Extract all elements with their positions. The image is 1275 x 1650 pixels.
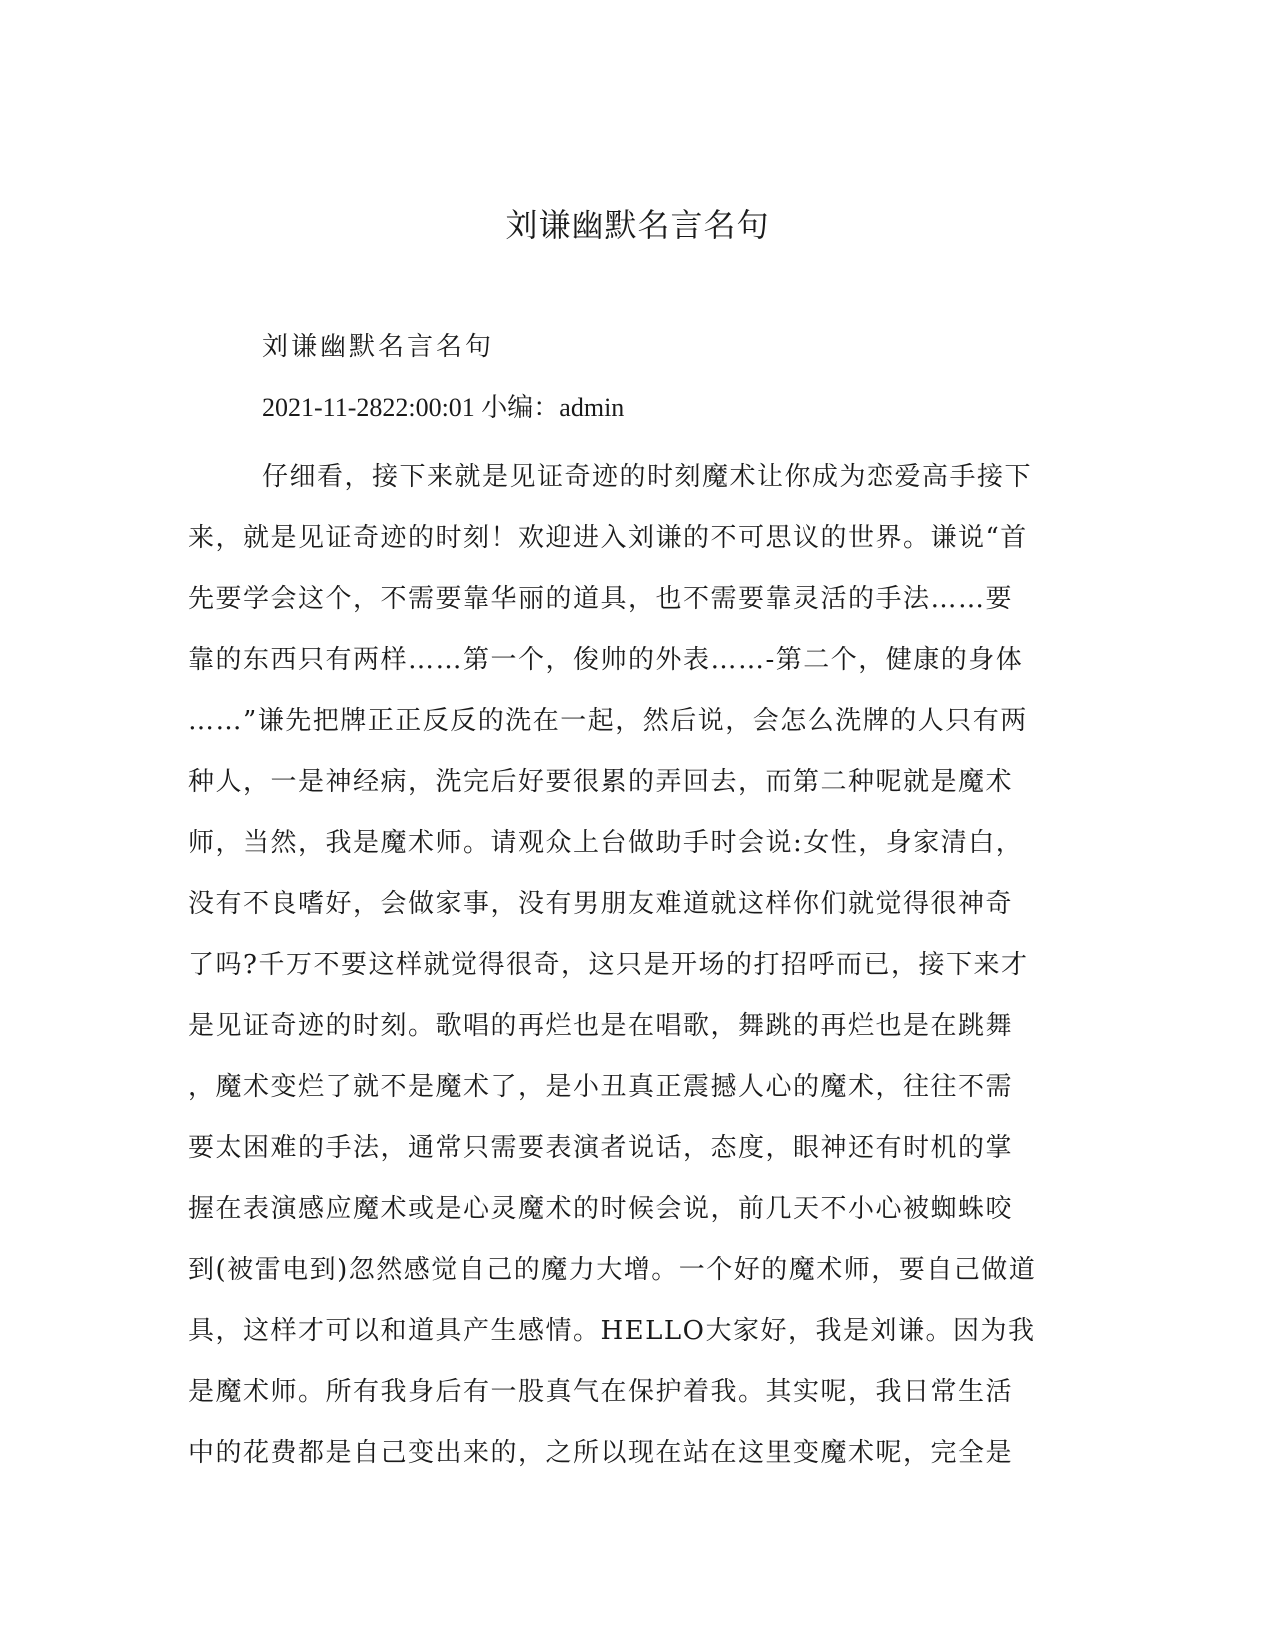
- paragraph-line: 靠的东西只有两样……第一个，俊帅的外表……-第二个，健康的身体: [188, 645, 1024, 675]
- paragraph-line: 来，就是见证奇迹的时刻！欢迎进入刘谦的不可思议的世界。谦说“首: [188, 523, 1028, 553]
- paragraph-line: 是见证奇迹的时刻。歌唱的再烂也是在唱歌，舞跳的再烂也是在跳舞: [188, 1011, 1014, 1041]
- paragraph-line: 师，当然，我是魔术师。请观众上台做助手时会说:女性，身家清白，: [188, 828, 1024, 858]
- paragraph-line: 是魔术师。所有我身后有一股真气在保护着我。其实呢，我日常生活: [188, 1377, 1014, 1407]
- paragraph-line: 没有不良嗜好，会做家事，没有男朋友难道就这样你们就觉得很神奇: [188, 889, 1014, 919]
- paragraph-line: 中的花费都是自己变出来的，之所以现在站在这里变魔术呢，完全是: [188, 1438, 1014, 1468]
- article-subtitle: 刘谦幽默名言名句: [262, 332, 495, 362]
- paragraph-line: 了吗?千万不要这样就觉得很奇，这只是开场的打招呼而已，接下来才: [188, 950, 1029, 980]
- paragraph-line: 到(被雷电到)忽然感觉自己的魔力大增。一个好的魔术师，要自己做道: [188, 1255, 1037, 1285]
- article-content: [188, 447, 1078, 1484]
- paragraph-line: 种人，一是神经病，洗完后好要很累的弄回去，而第二种呢就是魔术: [188, 767, 1014, 797]
- article-meta: 2021-11-2822:00:01 小编：admin: [262, 393, 625, 422]
- paragraph-line: 具，这样才可以和道具产生感情。HELLO大家好，我是刘谦。因为我: [188, 1316, 1036, 1346]
- paragraph-line: ，魔术变烂了就不是魔术了，是小丑真正震撼人心的魔术，往往不需: [188, 1072, 1014, 1102]
- paragraph-line: ……”谦先把牌正正反反的洗在一起，然后说，会怎么洗牌的人只有两: [188, 706, 1028, 736]
- paragraph-line: 先要学会这个，不需要靠华丽的道具，也不需要靠灵活的手法……要: [188, 584, 1014, 614]
- document-body: [188, 327, 1078, 1484]
- paragraph-line: 仔细看，接下来就是见证奇迹的时刻魔术让你成为恋爱高手接下: [262, 462, 1033, 492]
- paragraph-line: 要太困难的手法，通常只需要表演者说话，态度，眼神还有时机的掌: [188, 1133, 1014, 1163]
- document-title: 刘谦幽默名言名句: [505, 206, 770, 244]
- paragraph-line: 握在表演感应魔术或是心灵魔术的时候会说，前几天不小心被蜘蛛咬: [188, 1194, 1014, 1224]
